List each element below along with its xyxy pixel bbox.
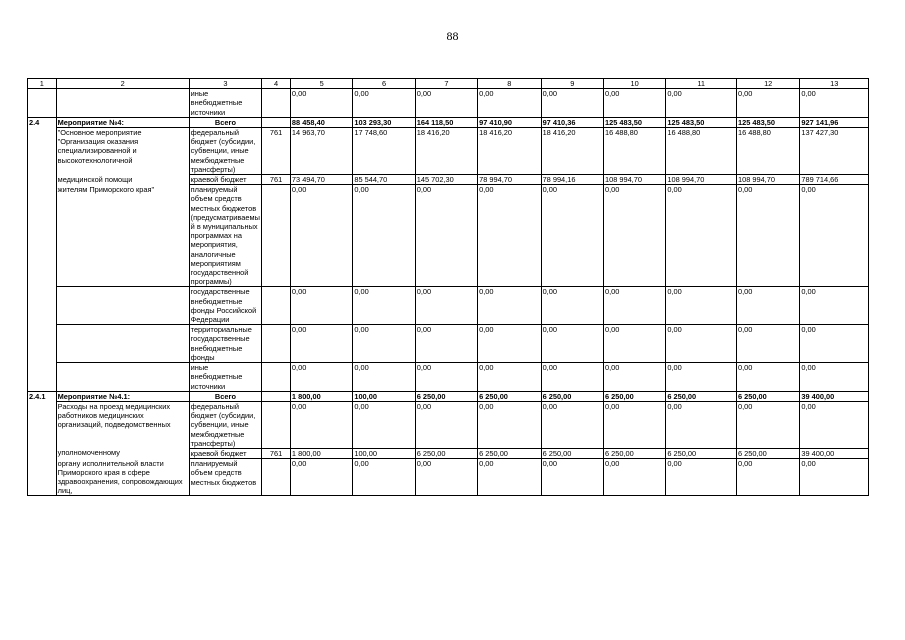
amount-col-10: 16 488,80 bbox=[603, 128, 665, 175]
budget-code bbox=[262, 391, 291, 401]
amount-col-12: 0,00 bbox=[736, 363, 799, 392]
amount-col-10: 108 994,70 bbox=[603, 175, 665, 185]
amount-col-12: 125 483,50 bbox=[736, 117, 799, 127]
amount-col-11: 16 488,80 bbox=[666, 128, 737, 175]
amount-col-8: 97 410,90 bbox=[478, 117, 541, 127]
amount-col-9: 97 410,36 bbox=[541, 117, 603, 127]
table-row-total bbox=[28, 117, 869, 127]
amount-col-12: 0,00 bbox=[736, 459, 799, 496]
row-number: 2.4.1 bbox=[28, 391, 57, 401]
activity-name: Мероприятие №4.1: bbox=[56, 391, 189, 401]
amount-col-12: 0,00 bbox=[736, 287, 799, 325]
row-number bbox=[28, 401, 57, 448]
amount-col-9: 0,00 bbox=[541, 89, 603, 118]
column-header-11: 11 bbox=[666, 79, 737, 89]
activity-name: уполномоченному bbox=[56, 448, 189, 458]
table-row bbox=[28, 128, 869, 175]
amount-col-13: 0,00 bbox=[800, 287, 869, 325]
amount-col-12: 108 994,70 bbox=[736, 175, 799, 185]
amount-col-5: 0,00 bbox=[290, 401, 352, 448]
table-row bbox=[28, 401, 869, 448]
row-number bbox=[28, 459, 57, 496]
budget-code bbox=[262, 287, 291, 325]
amount-col-7: 164 118,50 bbox=[415, 117, 477, 127]
budget-code bbox=[262, 363, 291, 392]
amount-col-5: 0,00 bbox=[290, 325, 352, 363]
budget-code: 761 bbox=[262, 128, 291, 175]
row-number bbox=[28, 185, 57, 287]
activity-name bbox=[56, 287, 189, 325]
amount-col-7: 6 250,00 bbox=[415, 448, 477, 458]
amount-col-8: 78 994,70 bbox=[478, 175, 541, 185]
column-header-8: 8 bbox=[478, 79, 541, 89]
amount-col-10: 0,00 bbox=[603, 287, 665, 325]
column-header-2: 2 bbox=[56, 79, 189, 89]
amount-col-11: 0,00 bbox=[666, 287, 737, 325]
row-number bbox=[28, 287, 57, 325]
amount-col-5: 1 800,00 bbox=[290, 391, 352, 401]
column-header-6: 6 bbox=[353, 79, 415, 89]
row-number bbox=[28, 325, 57, 363]
activity-name: органу исполнительной власти Приморского края в сфере здравоохранения, сопровождающих лиц, bbox=[56, 459, 189, 496]
amount-col-5: 0,00 bbox=[290, 459, 352, 496]
activity-name: жителям Приморского края" bbox=[56, 185, 189, 287]
amount-col-5: 88 458,40 bbox=[290, 117, 352, 127]
column-header-9: 9 bbox=[541, 79, 603, 89]
amount-col-10: 0,00 bbox=[603, 459, 665, 496]
amount-col-12: 6 250,00 bbox=[736, 391, 799, 401]
table-row bbox=[28, 459, 869, 496]
amount-col-5: 73 494,70 bbox=[290, 175, 352, 185]
funding-source: территориальные государственные внебюджетные фонды bbox=[189, 325, 262, 363]
amount-col-12: 6 250,00 bbox=[736, 448, 799, 458]
amount-col-10: 6 250,00 bbox=[603, 391, 665, 401]
amount-col-13: 0,00 bbox=[800, 89, 869, 118]
amount-col-13: 789 714,66 bbox=[800, 175, 869, 185]
funding-source: краевой бюджет bbox=[189, 448, 262, 458]
amount-col-9: 0,00 bbox=[541, 459, 603, 496]
funding-source: краевой бюджет bbox=[189, 175, 262, 185]
amount-col-6: 100,00 bbox=[353, 448, 415, 458]
amount-col-7: 6 250,00 bbox=[415, 391, 477, 401]
amount-col-9: 0,00 bbox=[541, 287, 603, 325]
amount-col-6: 100,00 bbox=[353, 391, 415, 401]
amount-col-10: 0,00 bbox=[603, 89, 665, 118]
funding-source: иные внебюджетные источники bbox=[189, 89, 262, 118]
column-header-10: 10 bbox=[603, 79, 665, 89]
amount-col-8: 0,00 bbox=[478, 401, 541, 448]
amount-col-7: 18 416,20 bbox=[415, 128, 477, 175]
row-number bbox=[28, 175, 57, 185]
column-header-5: 5 bbox=[290, 79, 352, 89]
activity-name: Мероприятие №4: bbox=[56, 117, 189, 127]
table-row bbox=[28, 287, 869, 325]
budget-code bbox=[262, 117, 291, 127]
amount-col-6: 103 293,30 bbox=[353, 117, 415, 127]
funding-source: государственные внебюджетные фонды Российской Федерации bbox=[189, 287, 262, 325]
page-number: 88 bbox=[446, 29, 459, 43]
amount-col-7: 0,00 bbox=[415, 185, 477, 287]
amount-col-6: 0,00 bbox=[353, 325, 415, 363]
amount-col-10: 0,00 bbox=[603, 325, 665, 363]
table-row bbox=[28, 89, 869, 118]
funding-source: иные внебюджетные источники bbox=[189, 363, 262, 392]
row-number bbox=[28, 128, 57, 175]
column-header-13: 13 bbox=[800, 79, 869, 89]
amount-col-9: 0,00 bbox=[541, 325, 603, 363]
amount-col-9: 6 250,00 bbox=[541, 448, 603, 458]
amount-col-5: 0,00 bbox=[290, 363, 352, 392]
amount-col-10: 125 483,50 bbox=[603, 117, 665, 127]
amount-col-8: 18 416,20 bbox=[478, 128, 541, 175]
activity-name bbox=[56, 325, 189, 363]
amount-col-12: 0,00 bbox=[736, 185, 799, 287]
budget-code bbox=[262, 401, 291, 448]
row-number bbox=[28, 363, 57, 392]
activity-name: медицинской помощи bbox=[56, 175, 189, 185]
amount-col-7: 145 702,30 bbox=[415, 175, 477, 185]
amount-col-7: 0,00 bbox=[415, 459, 477, 496]
column-header-row bbox=[28, 79, 869, 89]
amount-col-13: 39 400,00 bbox=[800, 391, 869, 401]
funding-source: федеральный бюджет (субсидии, субвенции, иные межбюджетные трансферты) bbox=[189, 401, 262, 448]
amount-col-11: 125 483,50 bbox=[666, 117, 737, 127]
amount-col-11: 0,00 bbox=[666, 401, 737, 448]
amount-col-12: 0,00 bbox=[736, 325, 799, 363]
amount-col-13: 0,00 bbox=[800, 459, 869, 496]
amount-col-9: 0,00 bbox=[541, 363, 603, 392]
budget-code bbox=[262, 325, 291, 363]
amount-col-10: 0,00 bbox=[603, 185, 665, 287]
amount-col-9: 0,00 bbox=[541, 401, 603, 448]
amount-col-6: 0,00 bbox=[353, 363, 415, 392]
amount-col-7: 0,00 bbox=[415, 287, 477, 325]
row-number bbox=[28, 448, 57, 458]
amount-col-5: 14 963,70 bbox=[290, 128, 352, 175]
amount-col-11: 0,00 bbox=[666, 185, 737, 287]
amount-col-9: 0,00 bbox=[541, 185, 603, 287]
amount-col-5: 0,00 bbox=[290, 185, 352, 287]
amount-col-7: 0,00 bbox=[415, 363, 477, 392]
amount-col-13: 0,00 bbox=[800, 185, 869, 287]
amount-col-12: 16 488,80 bbox=[736, 128, 799, 175]
amount-col-11: 6 250,00 bbox=[666, 448, 737, 458]
budget-code bbox=[262, 459, 291, 496]
amount-col-11: 108 994,70 bbox=[666, 175, 737, 185]
amount-col-11: 0,00 bbox=[666, 363, 737, 392]
amount-col-7: 0,00 bbox=[415, 325, 477, 363]
amount-col-8: 0,00 bbox=[478, 89, 541, 118]
amount-col-12: 0,00 bbox=[736, 401, 799, 448]
budget-code bbox=[262, 185, 291, 287]
amount-col-7: 0,00 bbox=[415, 401, 477, 448]
funding-source: федеральный бюджет (субсидии, субвенции, иные межбюджетные трансферты) bbox=[189, 128, 262, 175]
funding-source: планируемый объем средств местных бюджетов (предусматриваемый в муниципальных программах на мероприятия, аналогичные мероприятиям государственной программы) bbox=[190, 185, 260, 287]
amount-col-10: 6 250,00 bbox=[603, 448, 665, 458]
amount-col-8: 0,00 bbox=[478, 185, 541, 287]
amount-col-13: 39 400,00 bbox=[800, 448, 869, 458]
table-row-total bbox=[28, 391, 869, 401]
amount-col-5: 0,00 bbox=[290, 287, 352, 325]
amount-col-12: 0,00 bbox=[736, 89, 799, 118]
amount-col-8: 0,00 bbox=[478, 287, 541, 325]
table-row bbox=[28, 175, 869, 185]
amount-col-8: 0,00 bbox=[478, 459, 541, 496]
amount-col-6: 0,00 bbox=[353, 185, 415, 287]
amount-col-13: 0,00 bbox=[800, 325, 869, 363]
amount-col-9: 18 416,20 bbox=[541, 128, 603, 175]
funding-source: планируемый объем средств местных бюджетов bbox=[189, 459, 262, 496]
amount-col-6: 0,00 bbox=[353, 287, 415, 325]
column-header-4: 4 bbox=[262, 79, 291, 89]
column-header-3: 3 bbox=[189, 79, 262, 89]
amount-col-10: 0,00 bbox=[603, 363, 665, 392]
row-number: 2.4 bbox=[28, 117, 57, 127]
amount-col-8: 6 250,00 bbox=[478, 448, 541, 458]
amount-col-8: 0,00 bbox=[478, 363, 541, 392]
column-header-7: 7 bbox=[415, 79, 477, 89]
amount-col-8: 0,00 bbox=[478, 325, 541, 363]
amount-col-11: 0,00 bbox=[666, 89, 737, 118]
table-row bbox=[28, 448, 869, 458]
activity-name: "Основное мероприятие "Организация оказания специализированной и высокотехнологичной bbox=[56, 128, 189, 175]
amount-col-11: 0,00 bbox=[666, 459, 737, 496]
table-row bbox=[28, 363, 869, 392]
amount-col-6: 0,00 bbox=[353, 459, 415, 496]
budget-code: 761 bbox=[262, 175, 291, 185]
table-row bbox=[28, 185, 869, 287]
amount-col-5: 0,00 bbox=[290, 89, 352, 118]
amount-col-13: 0,00 bbox=[800, 363, 869, 392]
amount-col-6: 0,00 bbox=[353, 401, 415, 448]
amount-col-7: 0,00 bbox=[415, 89, 477, 118]
amount-col-11: 0,00 bbox=[666, 325, 737, 363]
funding-source: Всего bbox=[189, 391, 262, 401]
amount-col-13: 927 141,96 bbox=[800, 117, 869, 127]
amount-col-10: 0,00 bbox=[603, 401, 665, 448]
amount-col-13: 0,00 bbox=[800, 401, 869, 448]
amount-col-6: 17 748,60 bbox=[353, 128, 415, 175]
amount-col-8: 6 250,00 bbox=[478, 391, 541, 401]
column-header-12: 12 bbox=[736, 79, 799, 89]
amount-col-6: 85 544,70 bbox=[353, 175, 415, 185]
budget-code bbox=[262, 89, 291, 118]
row-number bbox=[28, 89, 57, 118]
amount-col-9: 78 994,16 bbox=[541, 175, 603, 185]
amount-col-11: 6 250,00 bbox=[666, 391, 737, 401]
column-header-1: 1 bbox=[28, 79, 57, 89]
activity-name bbox=[56, 89, 189, 118]
amount-col-6: 0,00 bbox=[353, 89, 415, 118]
amount-col-13: 137 427,30 bbox=[800, 128, 869, 175]
amount-col-5: 1 800,00 bbox=[290, 448, 352, 458]
activity-name bbox=[56, 363, 189, 392]
funding-source: Всего bbox=[189, 117, 262, 127]
activity-name: Расходы на проезд медицинских работников медицинских организаций, подведомственных bbox=[56, 401, 189, 448]
budget-table bbox=[27, 78, 869, 496]
budget-code: 761 bbox=[262, 448, 291, 458]
amount-col-9: 6 250,00 bbox=[541, 391, 603, 401]
table-row bbox=[28, 325, 869, 363]
